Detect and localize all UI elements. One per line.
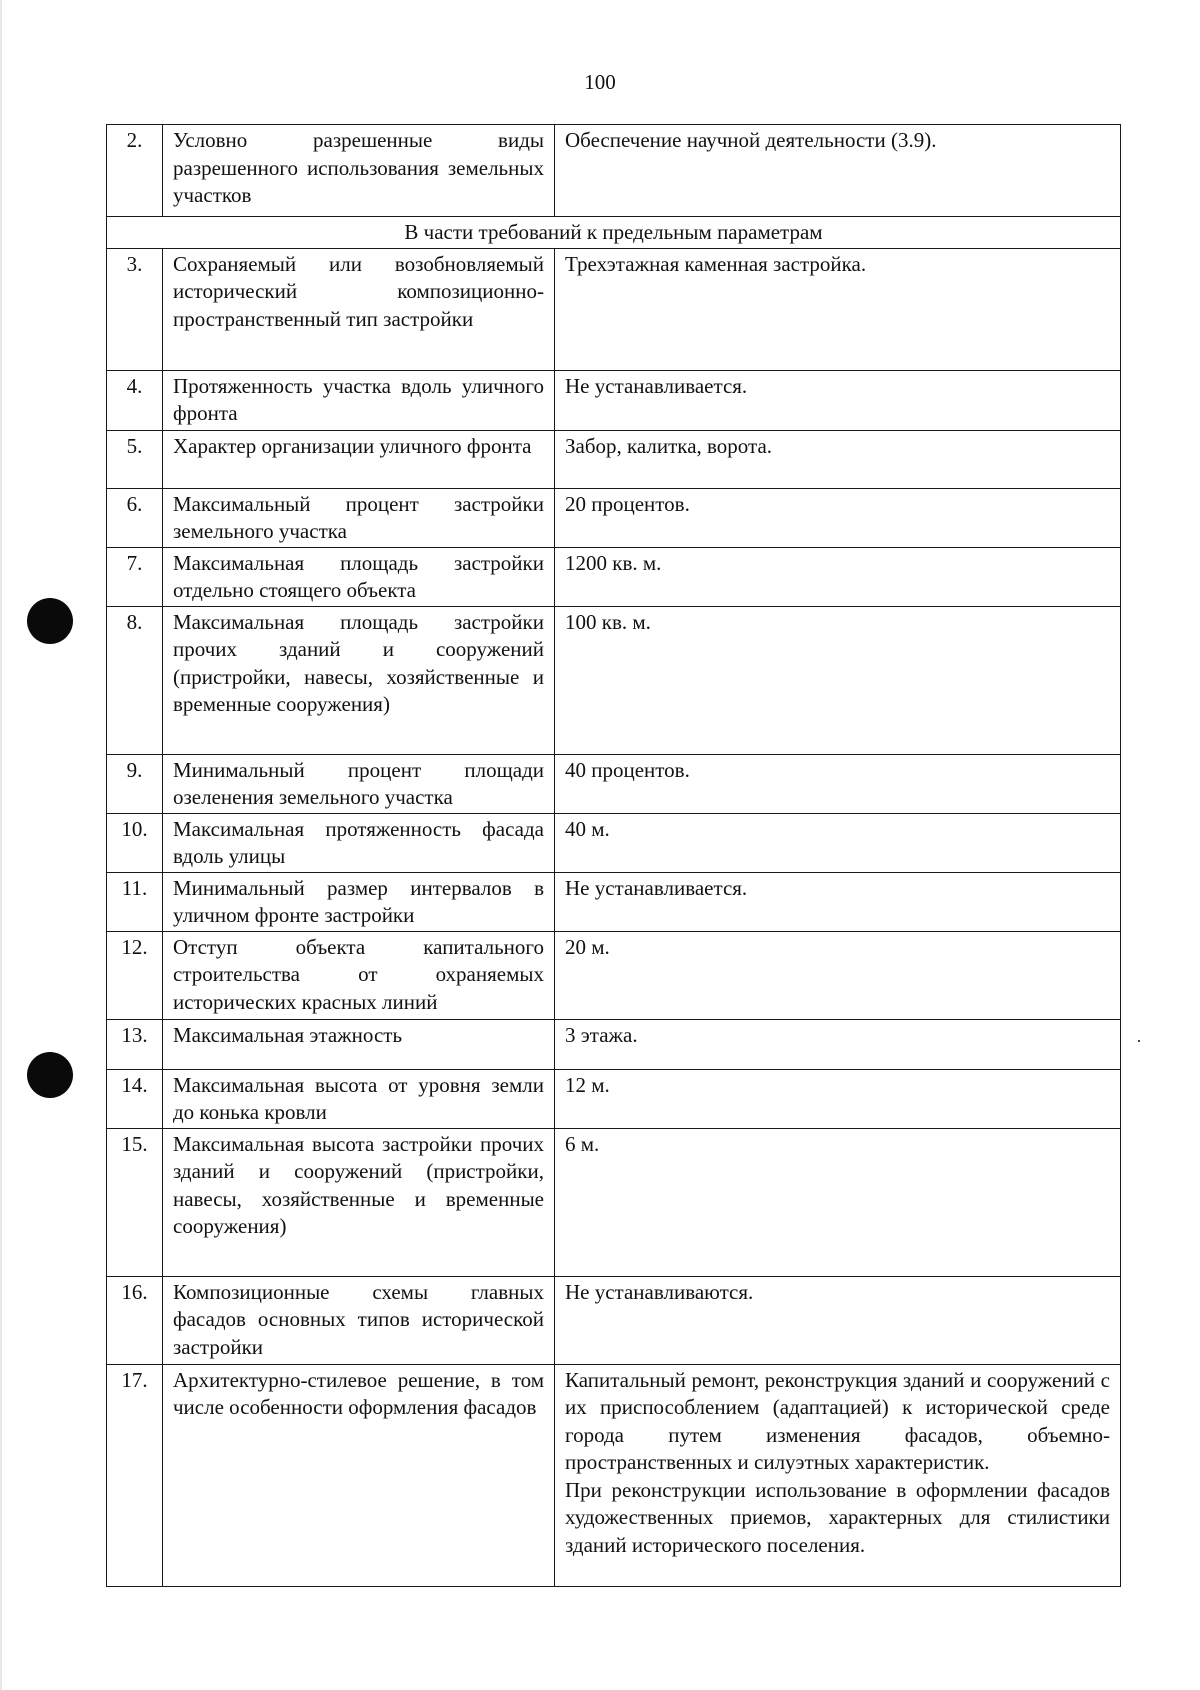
page-number: 100: [584, 70, 616, 94]
parameter-value-paragraph: Не устанавливается.: [565, 875, 748, 900]
parameter-name: Максимальная площадь застройки прочих зданий и сооружений (пристройки, навесы, хозяйственные и временные сооружения): [163, 606, 555, 754]
parameter-value: [555, 754, 1121, 813]
parameter-value: [555, 1019, 1121, 1069]
parameter-value-paragraph: 12 м.: [565, 1072, 610, 1097]
parameter-name: Максимальная этажность: [163, 1019, 555, 1069]
parameter-value: [555, 1364, 1121, 1586]
parameter-value: [555, 1276, 1121, 1364]
parameter-name: Максимальная протяженность фасада вдоль улицы: [163, 813, 555, 872]
table-row: [107, 488, 1121, 547]
row-number: 9.: [107, 754, 163, 813]
row-number: 6.: [107, 488, 163, 547]
row-number: 12.: [107, 931, 163, 1019]
parameters-table: [106, 124, 1121, 1587]
parameter-value-paragraph: 40 процентов.: [565, 757, 690, 782]
parameter-name: Характер организации уличного фронта: [163, 430, 555, 488]
parameter-value-paragraph: Не устанавливаются.: [565, 1279, 754, 1304]
parameter-value-paragraph: 20 процентов.: [565, 491, 690, 516]
parameter-name: Архитектурно-стилевое решение, в том числе особенности оформления фасадов: [163, 1364, 555, 1586]
parameter-value-paragraph: 6 м.: [565, 1131, 600, 1156]
table-row: [107, 125, 1121, 217]
punch-hole: [27, 1052, 73, 1098]
parameter-value: [555, 248, 1121, 370]
parameter-value-paragraph: Не устанавливается.: [565, 373, 748, 398]
parameter-name: Протяженность участка вдоль уличного фронта: [163, 370, 555, 430]
row-number: 2.: [107, 125, 163, 217]
parameter-value-paragraph: При реконструкции использование в оформлении фасадов художественных приемов, характерных для стилистики зданий исторического поселения.: [565, 1477, 1110, 1557]
parameter-value-paragraph: 40 м.: [565, 816, 610, 841]
table-row: [107, 1276, 1121, 1364]
table-row: [107, 606, 1121, 754]
parameter-name: Максимальный процент застройки земельного участка: [163, 488, 555, 547]
parameter-value: [555, 430, 1121, 488]
row-number: 14.: [107, 1069, 163, 1128]
table-row: [107, 248, 1121, 370]
table-row: [107, 1069, 1121, 1128]
parameter-value: [555, 813, 1121, 872]
table-row: [107, 813, 1121, 872]
parameter-value-paragraph: Трехэтажная каменная застройка.: [565, 251, 867, 276]
row-number: 8.: [107, 606, 163, 754]
parameter-name: Максимальная высота застройки прочих зданий и сооружений (пристройки, навесы, хозяйственные и временные сооружения): [163, 1128, 555, 1276]
parameter-value: [555, 1128, 1121, 1276]
row-number: 3.: [107, 248, 163, 370]
parameter-name: Отступ объекта капитального строительства от охраняемых исторических красных линий: [163, 931, 555, 1019]
row-number: 10.: [107, 813, 163, 872]
parameter-value-paragraph: 20 м.: [565, 934, 610, 959]
parameter-value: [555, 488, 1121, 547]
scan-edge: [0, 0, 2, 1690]
parameter-value: [555, 872, 1121, 931]
parameter-value-paragraph: 3 этажа.: [565, 1022, 638, 1047]
parameter-value-paragraph: 100 кв. м.: [565, 609, 651, 634]
parameter-value: [555, 370, 1121, 430]
table-row: [107, 370, 1121, 430]
row-number: 13.: [107, 1019, 163, 1069]
parameter-value-paragraph: Обеспечение научной деятельности (3.9).: [565, 128, 937, 152]
row-number: 17.: [107, 1364, 163, 1586]
row-number: 11.: [107, 872, 163, 931]
parameter-value-paragraph: Забор, калитка, ворота.: [565, 433, 773, 458]
table-row: [107, 547, 1121, 606]
parameter-value: [555, 1069, 1121, 1128]
table-row: [107, 931, 1121, 1019]
parameter-name: Минимальный размер интервалов в уличном фронте застройки: [163, 872, 555, 931]
parameter-name: Композиционные схемы главных фасадов основных типов исторической застройки: [163, 1276, 555, 1364]
row-number: 4.: [107, 370, 163, 430]
table-row: [107, 430, 1121, 488]
table-row: [107, 1364, 1121, 1586]
row-number: 7.: [107, 547, 163, 606]
parameter-name: Сохраняемый или возобновляемый исторический композиционно-пространственный тип застройки: [163, 248, 555, 370]
table-row: [107, 872, 1121, 931]
parameter-name: Условно разрешенные виды разрешенного использования земельных участков: [163, 125, 555, 217]
row-number: 15.: [107, 1128, 163, 1276]
punch-hole: [27, 598, 73, 644]
parameter-value: [555, 547, 1121, 606]
section-header-row: [107, 217, 1121, 249]
table-row: [107, 1128, 1121, 1276]
parameter-value: [555, 606, 1121, 754]
parameter-name: Максимальная высота от уровня земли до конька кровли: [163, 1069, 555, 1128]
section-title: В части требований к предельным параметрам: [107, 217, 1121, 249]
parameter-name: Максимальная площадь застройки отдельно стоящего объекта: [163, 547, 555, 606]
table-row: [107, 1019, 1121, 1069]
row-number: 16.: [107, 1276, 163, 1364]
parameter-value-paragraph: Капитальный ремонт, реконструкция зданий и сооружений с их приспособлением (адаптацией) к исторической среде города путем изменения фасадов, объемно-пространственных и силуэтных характеристик.: [565, 1367, 1110, 1474]
parameter-value-paragraph: 1200 кв. м.: [565, 550, 662, 575]
parameter-value: [555, 931, 1121, 1019]
parameter-name: Минимальный процент площади озеленения земельного участка: [163, 754, 555, 813]
table-row: [107, 754, 1121, 813]
row-number: 5.: [107, 430, 163, 488]
parameter-value: [555, 125, 1121, 217]
scan-speck: [1138, 1040, 1140, 1042]
